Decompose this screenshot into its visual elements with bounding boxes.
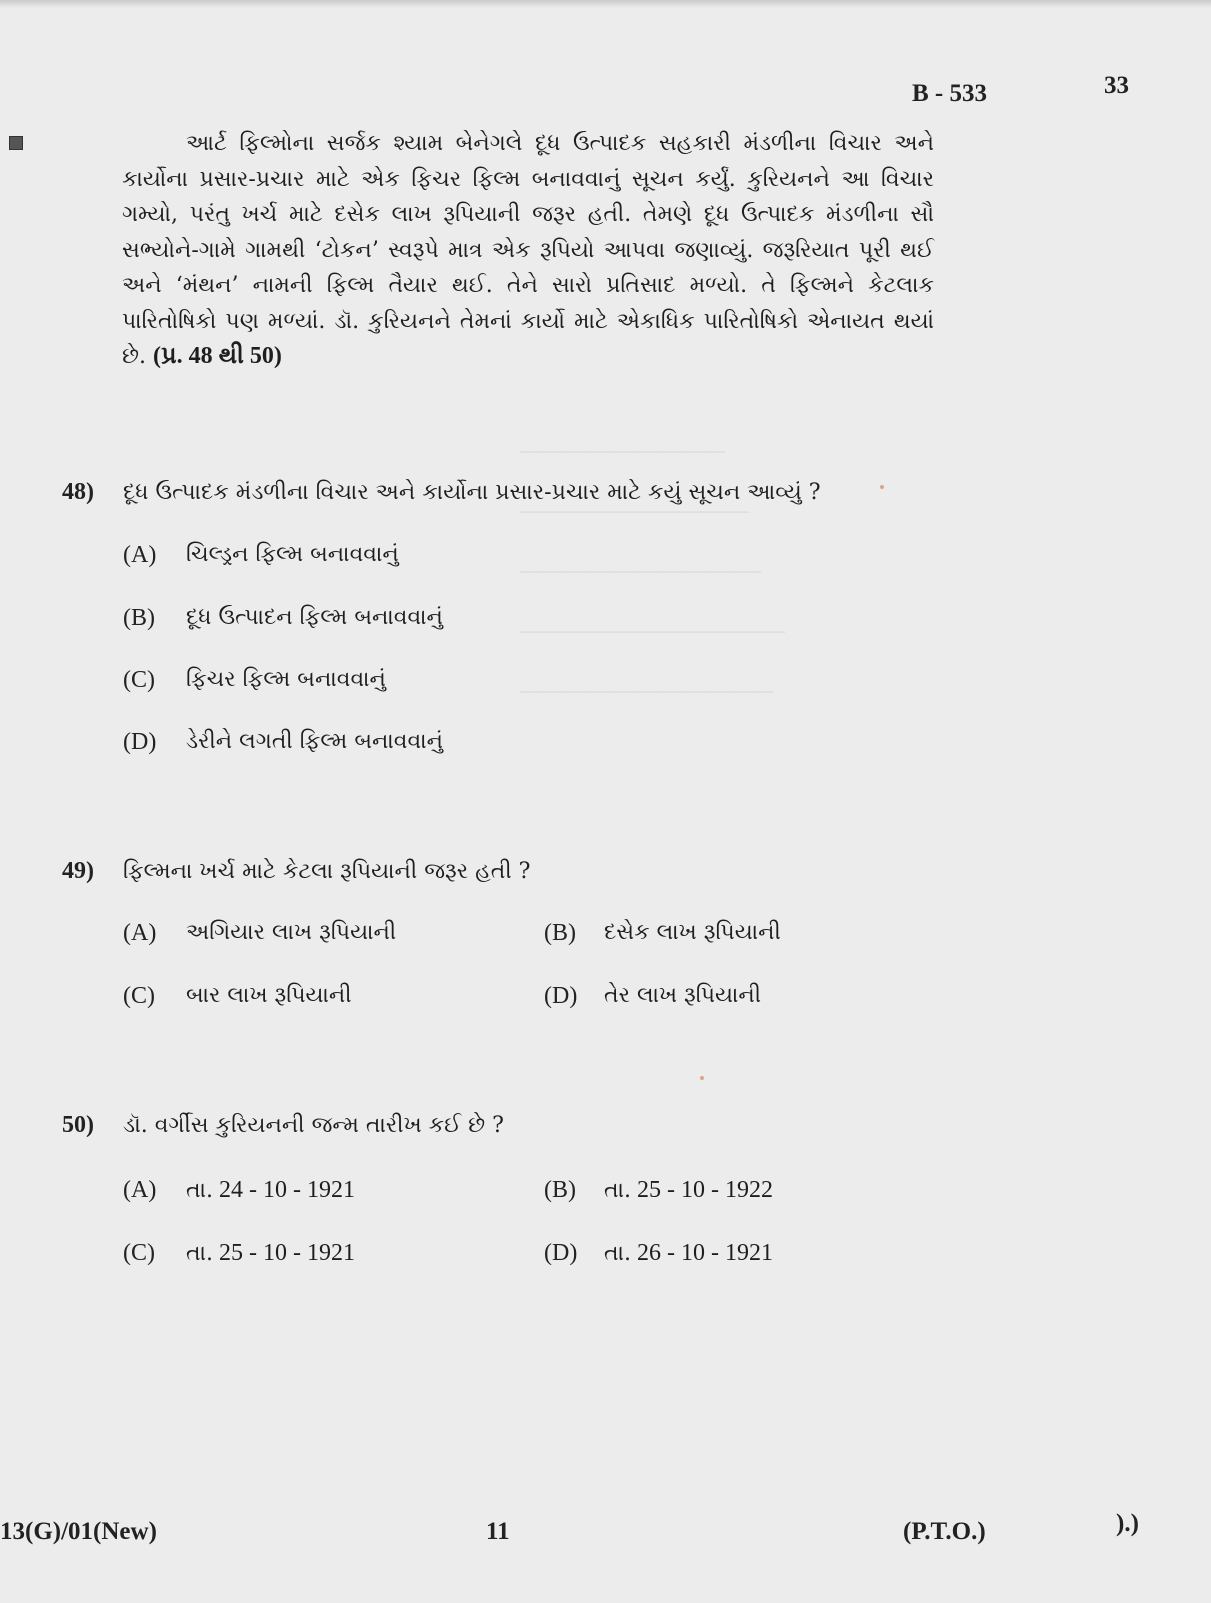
option-text[interactable]: અગિયાર લાખ રૂપિયાની xyxy=(186,920,397,945)
scan-top-edge xyxy=(0,0,1211,8)
option-text[interactable]: ડેરીને લગતી ફિલ્મ બનાવવાનું xyxy=(186,729,443,754)
question-text: ફિલ્મના ખર્ચ માટે કેટલા રૂપિયાની જરૂર હતી ? xyxy=(123,859,531,884)
date-value: 25 - 10 - 1921 xyxy=(218,1240,355,1266)
option-letter: (C) xyxy=(123,1240,155,1266)
page-label: 33 xyxy=(1104,72,1129,99)
option-text[interactable] xyxy=(186,1177,355,1204)
option-letter: (A) xyxy=(123,920,157,946)
option-letter: (B) xyxy=(544,920,576,946)
option-text[interactable]: દસેક લાખ રૂપિયાની xyxy=(604,920,781,945)
option-text[interactable]: ફિચર ફિલ્મ બનાવવાનું xyxy=(186,667,386,692)
scan-registration-mark xyxy=(9,136,23,150)
comprehension-passage xyxy=(122,126,934,375)
scan-speck xyxy=(700,1076,704,1080)
option-text[interactable] xyxy=(604,1240,773,1267)
option-letter: (C) xyxy=(123,667,155,693)
date-value: 26 - 10 - 1921 xyxy=(636,1240,773,1266)
option-letter: (B) xyxy=(123,605,155,631)
show-through-text: ──────────────────── xyxy=(520,560,761,584)
question-number: 48) xyxy=(62,479,94,505)
option-text[interactable]: ચિલ્ડ્રન ફિલ્મ બનાવવાનું xyxy=(186,542,399,567)
show-through-text: ────────────────────── xyxy=(520,620,785,644)
question-number: 50) xyxy=(62,1112,94,1138)
question-text: દૂધ ઉત્પાદક મંડળીના વિચાર અને કાર્યોના પ્રસાર-પ્રચાર માટે કયું સૂચન આવ્યું ? xyxy=(123,480,821,505)
option-letter: (D) xyxy=(544,983,578,1009)
question-number: 49) xyxy=(62,858,94,884)
date-prefix: તા. xyxy=(604,1178,631,1203)
date-value: 24 - 10 - 1921 xyxy=(218,1177,355,1203)
date-prefix: તા. xyxy=(186,1241,213,1266)
option-text[interactable] xyxy=(186,1240,355,1267)
date-value: 25 - 10 - 1922 xyxy=(636,1177,773,1203)
footer-page-number: 11 xyxy=(486,1518,510,1545)
show-through-text: ───────────────────── xyxy=(520,680,773,704)
passage-text: આર્ટ ફિલ્મોના સર્જક શ્યામ બેનેગલે દૂધ ઉત્પાદક સહકારી મંડળીના વિચાર અને કાર્યોના પ્રસાર-પ્રચાર માટે એક ફિચર ફિલ્મ બનાવવાનું સૂચન કર્યું. કુરિયનને આ વિચાર ગમ્યો, પરંતુ ખર્ચ માટે દસેક લાખ રૂપિયાની જરૂર હતી. તેમણે દૂધ ઉત્પાદક મંડળીના સૌ સભ્યોને-ગામે ગામથી ‘ટોકન’ સ્વરૂપે માત્ર એક રૂપિયો આપવા જણાવ્યું. જરૂરિયાત પૂરી થઈ અને ‘મંથન’ નામની ફિલ્મ તૈયાર થઈ. તેને સારો પ્રતિસાદ મળ્યો. તે ફિલ્મને કેટલાક પારિતોષિકો પણ મળ્યાં. ડૉ. કુરિયનને તેમનાં કાર્યો માટે એકાધિક પારિતોષિકો એનાયત થયાં છે. xyxy=(122,131,934,369)
footer-pto: (P.T.O.) xyxy=(903,1518,986,1545)
option-text[interactable] xyxy=(604,1177,773,1204)
option-letter: (B) xyxy=(544,1177,576,1203)
show-through-text: ─────────────────── xyxy=(520,500,749,524)
footer-code: 13(G)/01(New) xyxy=(0,1518,157,1545)
option-letter: (A) xyxy=(123,1177,157,1203)
option-letter: (C) xyxy=(123,983,155,1009)
paper-code: B - 533 xyxy=(912,80,987,107)
scan-speck xyxy=(880,485,884,489)
option-text[interactable]: તેર લાખ રૂપિયાની xyxy=(604,983,762,1008)
question-text: ડૉ. વર્ગીસ કુરિયનની જન્મ તારીખ કઈ છે ? xyxy=(123,1113,504,1138)
date-prefix: તા. xyxy=(604,1241,631,1266)
date-prefix: તા. xyxy=(186,1178,213,1203)
passage-reference: (પ્ર. 48 થી 50) xyxy=(153,343,282,369)
footer-edge-fragment: ).) xyxy=(1116,1510,1139,1537)
option-letter: (A) xyxy=(123,542,157,568)
option-letter: (D) xyxy=(544,1240,578,1266)
option-letter: (D) xyxy=(123,729,157,755)
option-text[interactable]: બાર લાખ રૂપિયાની xyxy=(186,983,352,1008)
show-through-text: ───────────────── xyxy=(520,440,725,464)
option-text[interactable]: દૂધ ઉત્પાદન ફિલ્મ બનાવવાનું xyxy=(186,605,443,630)
